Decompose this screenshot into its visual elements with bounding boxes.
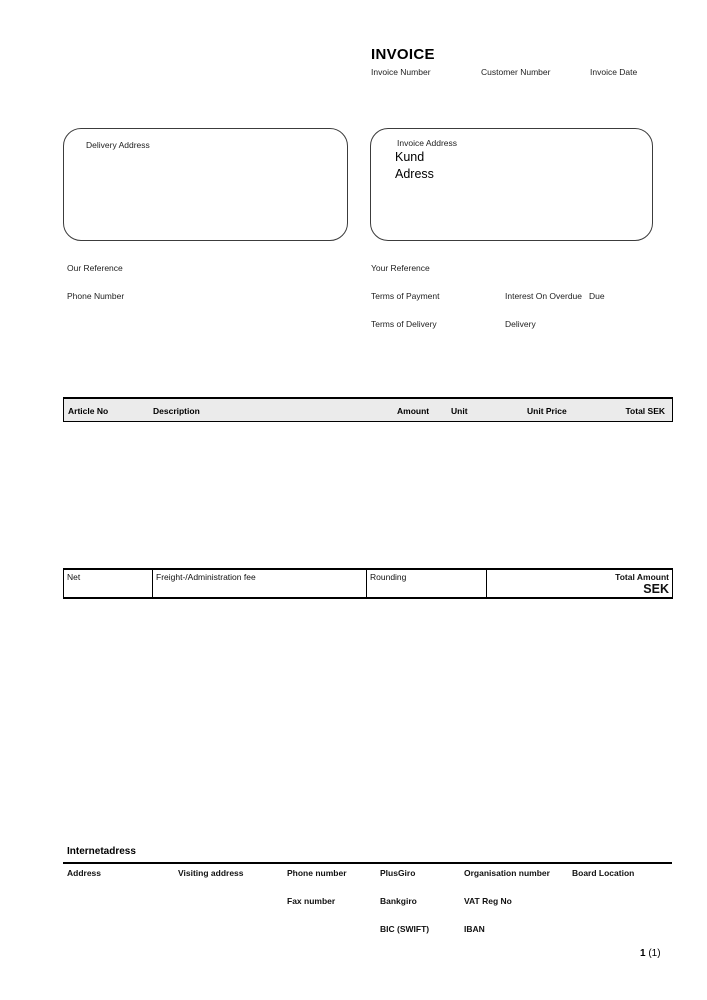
footer-plusgiro-label: PlusGiro bbox=[380, 868, 416, 878]
net-cell: Net bbox=[64, 570, 153, 597]
column-description: Description bbox=[153, 406, 200, 416]
footer-organisation-number-label: Organisation number bbox=[464, 868, 550, 878]
document-title: INVOICE bbox=[371, 46, 435, 63]
column-unit-price: Unit Price bbox=[527, 406, 567, 416]
footer-address-label: Address bbox=[67, 868, 102, 878]
footer-vat-reg-no-label: VAT Reg No bbox=[464, 896, 512, 906]
footer-visiting-address-label: Visiting address bbox=[178, 868, 244, 878]
total-amount-cell bbox=[487, 570, 672, 597]
column-amount: Amount bbox=[397, 406, 430, 416]
phone-number-label: Phone Number bbox=[67, 291, 125, 301]
internet-address-label: Internetadress bbox=[67, 846, 136, 857]
invoice-address-label: Invoice Address bbox=[397, 138, 458, 148]
customer-name: Kund bbox=[395, 150, 425, 164]
rounding-cell: Rounding bbox=[367, 570, 487, 597]
invoice-number-label: Invoice Number bbox=[371, 67, 431, 77]
invoice-date-label: Invoice Date bbox=[590, 67, 638, 77]
footer-fax-number-label: Fax number bbox=[287, 896, 336, 906]
page-number bbox=[640, 948, 661, 959]
column-article-no: Article No bbox=[68, 406, 109, 416]
column-unit: Unit bbox=[451, 406, 468, 416]
customer-address: Adress bbox=[395, 167, 434, 181]
customer-number-label: Customer Number bbox=[481, 67, 551, 77]
terms-of-payment-label: Terms of Payment bbox=[371, 291, 440, 301]
invoice-address-box bbox=[370, 128, 653, 241]
our-reference-label: Our Reference bbox=[67, 263, 123, 273]
page-number-total: (1) bbox=[648, 948, 661, 959]
freight-cell: Freight-/Administration fee bbox=[153, 570, 367, 597]
items-table-header bbox=[63, 397, 673, 422]
footer-board-location-label: Board Location bbox=[572, 868, 635, 878]
footer-phone-number-label: Phone number bbox=[287, 868, 347, 878]
total-amount-label: Total Amount bbox=[615, 572, 669, 582]
summary-table bbox=[63, 568, 673, 599]
interest-on-overdue-label: Interest On Overdue bbox=[505, 291, 583, 301]
column-total-sek: Total SEK bbox=[625, 406, 665, 416]
footer-bankgiro-label: Bankgiro bbox=[380, 896, 417, 906]
footer-iban-label: IBAN bbox=[464, 924, 485, 934]
delivery-address-box bbox=[63, 128, 348, 241]
your-reference-label: Your Reference bbox=[371, 263, 430, 273]
delivery-address-label: Delivery Address bbox=[86, 140, 150, 150]
terms-of-delivery-label: Terms of Delivery bbox=[371, 319, 437, 329]
due-label: Due bbox=[589, 291, 605, 301]
items-table-body bbox=[63, 422, 673, 568]
footer-divider bbox=[63, 862, 672, 864]
footer-bic-swift-label: BIC (SWIFT) bbox=[380, 924, 430, 934]
delivery-label: Delivery bbox=[505, 319, 536, 329]
page-number-current: 1 bbox=[640, 948, 646, 959]
currency-label: SEK bbox=[643, 582, 669, 596]
